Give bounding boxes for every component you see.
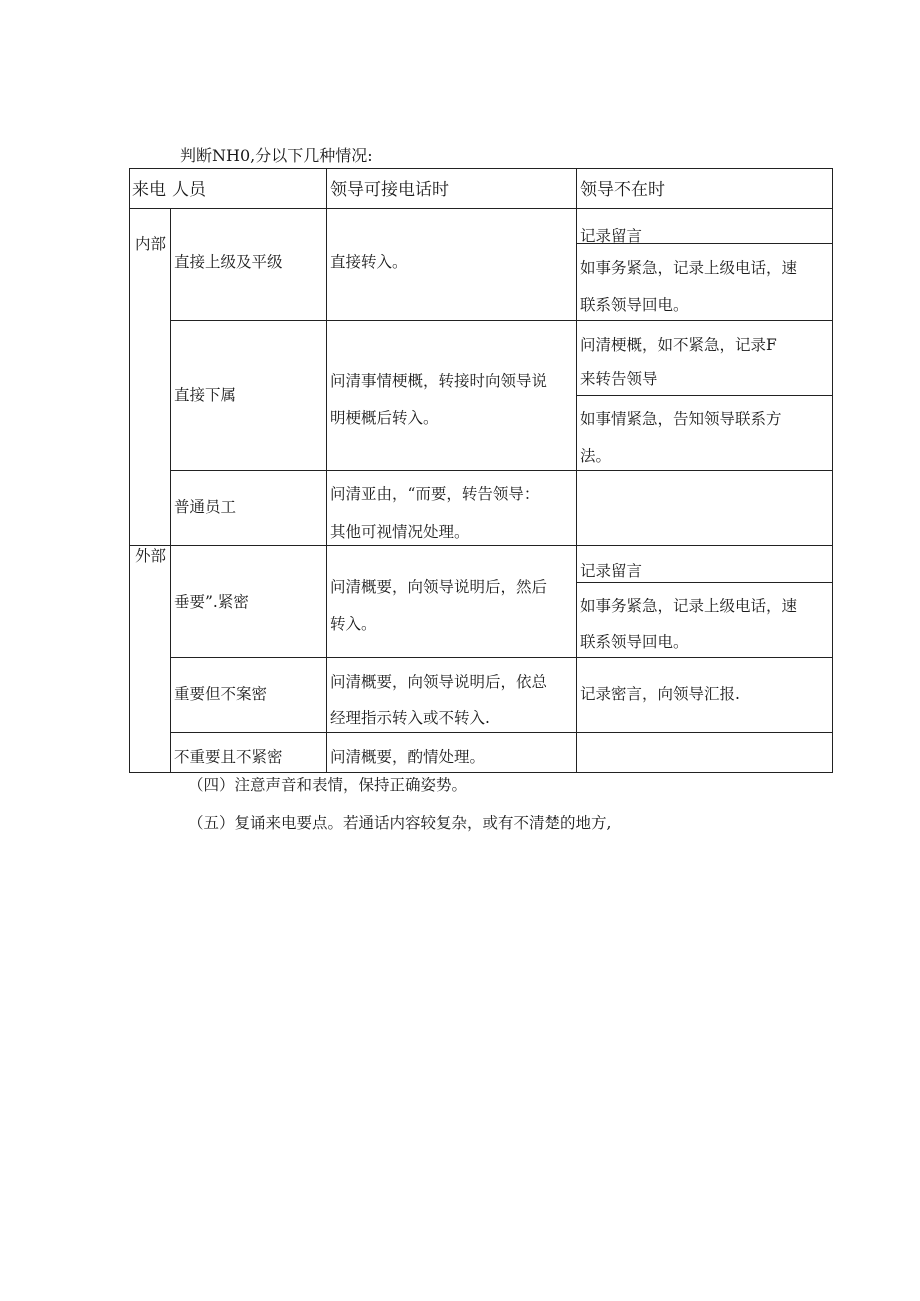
person-cell: 不重要且不紧密 xyxy=(174,748,283,766)
table-border-bottom xyxy=(129,772,833,773)
header-caller: 来电 xyxy=(132,180,166,200)
person-cell: 直接下属 xyxy=(174,386,237,404)
paragraph-note-4: （四）注意声音和表情，保持正确姿势。 xyxy=(188,776,468,794)
group-divider xyxy=(129,545,833,546)
available-cell: 直接转入。 xyxy=(330,253,408,271)
header-available: 领导可接电话时 xyxy=(330,180,449,200)
col-divider-person xyxy=(170,208,171,773)
available-cell: 问清亚由，“而要，转告领导： xyxy=(330,485,540,503)
call-routing-table xyxy=(129,168,833,773)
person-cell: 普通员工 xyxy=(174,498,237,516)
row-divider xyxy=(170,320,833,321)
row-divider xyxy=(170,732,833,733)
header-person: 人员 xyxy=(172,180,206,200)
absent-cell: 记录密言，向领导汇报. xyxy=(580,685,740,703)
absent-cell: 记录留言 xyxy=(580,227,643,245)
absent-cell: 联系领导回电。 xyxy=(580,296,689,314)
person-cell: 垂要”.紧密 xyxy=(174,593,249,611)
available-cell: 问清事情梗概，转接时向领导说 xyxy=(330,372,548,390)
paragraph-note-5: （五）复诵来电要点。若通话内容较复杂，或有不清楚的地方, xyxy=(188,814,612,832)
intro-text: 判断NH0,分以下几种情况: xyxy=(180,146,373,165)
group-label-internal: 内部 xyxy=(135,235,167,253)
available-cell: 问清概要，酌情处理。 xyxy=(330,748,486,766)
header-divider xyxy=(129,208,833,209)
absent-cell: 如事务紧急，记录上级电话，速 xyxy=(580,597,798,615)
absent-cell: 如事情紧急，告知领导联系方 xyxy=(580,410,782,428)
person-cell: 重要但不案密 xyxy=(174,685,268,703)
person-cell: 直接上级及平级 xyxy=(174,253,283,271)
table-border-left xyxy=(129,168,130,773)
absent-cell: 来转告领导 xyxy=(580,370,658,388)
row-divider xyxy=(170,657,833,658)
row-divider xyxy=(170,470,833,471)
absent-cell: 记录留言 xyxy=(580,562,643,580)
absent-cell: 法。 xyxy=(580,447,612,465)
available-cell: 转入。 xyxy=(330,615,377,633)
available-cell: 经理指示转入或不转入. xyxy=(330,709,490,727)
available-cell: 问清概要，向领导说明后，然后 xyxy=(330,578,548,596)
absent-cell: 联系领导回电。 xyxy=(580,633,689,651)
header-absent: 领导不在时 xyxy=(580,180,665,200)
table-border-top xyxy=(129,168,833,169)
absent-cell: 问清梗概，如不紧急，记录F xyxy=(580,336,777,354)
available-cell: 其他可视情况处理。 xyxy=(330,523,470,541)
group-label-external: 外部 xyxy=(135,547,167,565)
available-cell: 问清概要，向领导说明后，依总 xyxy=(330,673,548,691)
available-cell: 明梗概后转入。 xyxy=(330,409,439,427)
absent-cell: 如事务紧急，记录上级电话，速 xyxy=(580,259,798,277)
